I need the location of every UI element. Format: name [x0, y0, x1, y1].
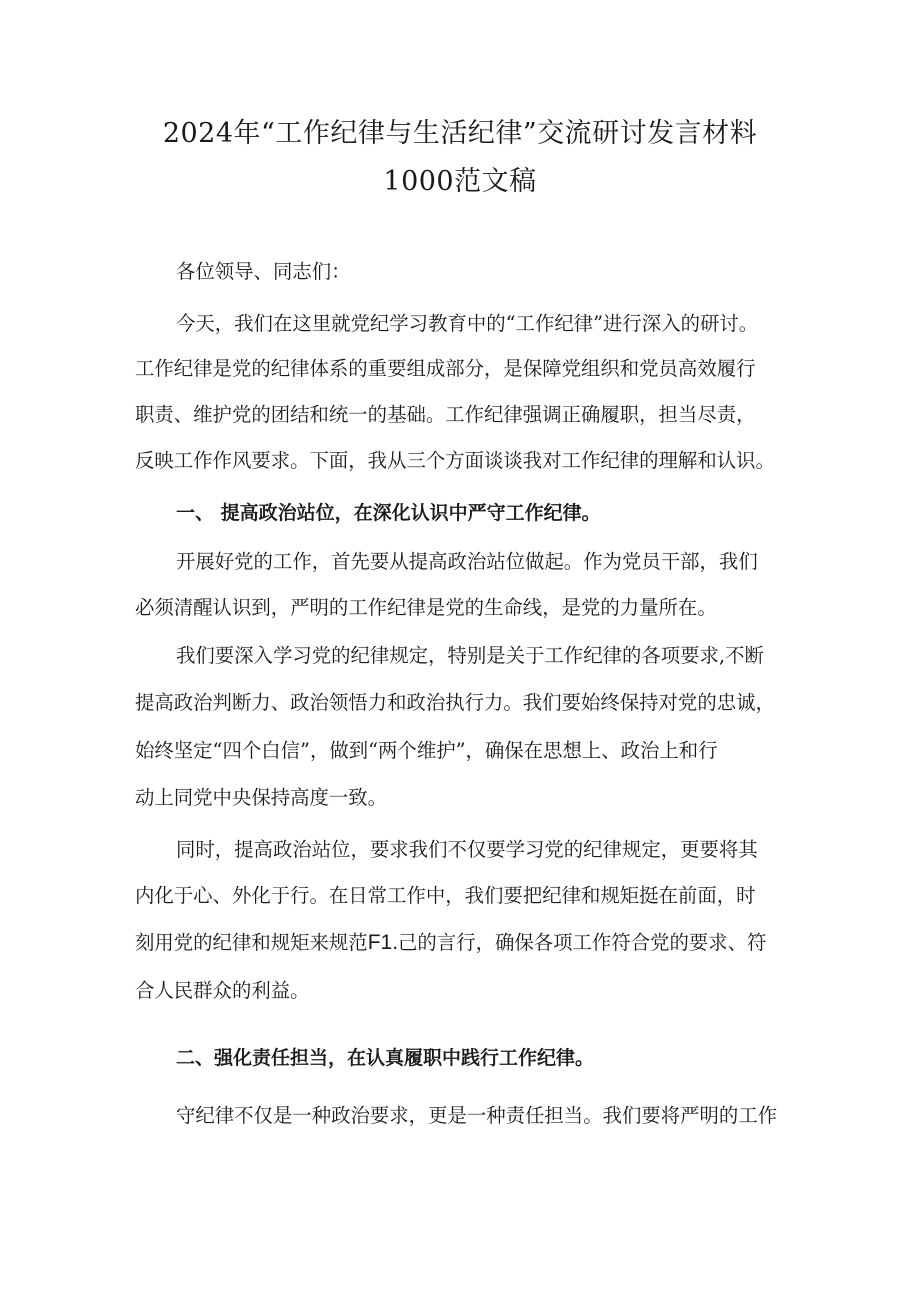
paragraph-text: 刻用党的纪律和规矩来规范	[135, 931, 368, 954]
salutation: 各位领导、同志们：	[176, 260, 351, 283]
paragraph-line	[135, 928, 785, 958]
paragraph-line: 合人民群众的利益。	[135, 979, 310, 1002]
paragraph-line: 同时，提高政治站位，要求我们不仅要学习党的纪律规定，更要将其	[176, 838, 758, 861]
paragraph-text: 己的言行，确保各项工作符合党的要求、符	[398, 931, 767, 954]
paragraph-line: 内化于心、外化于行。在日常工作中，我们要把纪律和规矩挺在前面，时	[135, 884, 756, 907]
paragraph-line: 守纪律不仅是一种政治要求，更是一种责任担当。我们要将严明的工作	[176, 1104, 778, 1127]
paragraph-line: 动上同党中央保持高度一致。	[135, 786, 388, 809]
section-heading-1: 一、 提高政治站位，在深化认识中严守工作纪律。	[176, 502, 601, 524]
paragraph-line: 职责、维护党的团结和统一的基础。工作纪律强调正确履职，担当尽责，	[135, 403, 756, 426]
paragraph-line: 我们要深入学习党的纪律规定，特别是关于工作纪律的各项要求,不断	[176, 644, 764, 667]
paragraph-line: 提高政治判断力、政治领悟力和政治执行力。我们要始终保持对党的忠诚，	[135, 691, 775, 714]
paragraph-line: 开展好党的工作，首先要从提高政治站位做起。作为党员干部，我们	[176, 550, 758, 573]
document-title-line-1: 2024年“工作纪律与生活纪律”交流研讨发言材料	[162, 118, 758, 149]
section-heading-2: 二、强化责任担当，在认真履职中践行工作纪律。	[176, 1047, 595, 1069]
paragraph-line: 工作纪律是党的纪律体系的重要组成部分，是保障党组织和党员高效履行	[135, 357, 756, 380]
paragraph-line: 反映工作作风要求。下面，我从三个方面谈谈我对工作纪律的理解和认识。	[135, 449, 775, 472]
paragraph-line: 始终坚定“四个白信”，做到“两个维护”，确保在思想上、政治上和行	[135, 739, 718, 762]
paragraph-line: 必须清醒认识到，严明的工作纪律是党的生命线，是党的力量所在。	[135, 596, 717, 619]
paragraph-line: 今天，我们在这里就党纪学习教育中的“工作纪律”进行深入的研讨。	[176, 312, 759, 335]
ocr-artifact-text: F1.	[367, 931, 399, 954]
document-title-line-2: 1000范文稿	[383, 166, 537, 197]
